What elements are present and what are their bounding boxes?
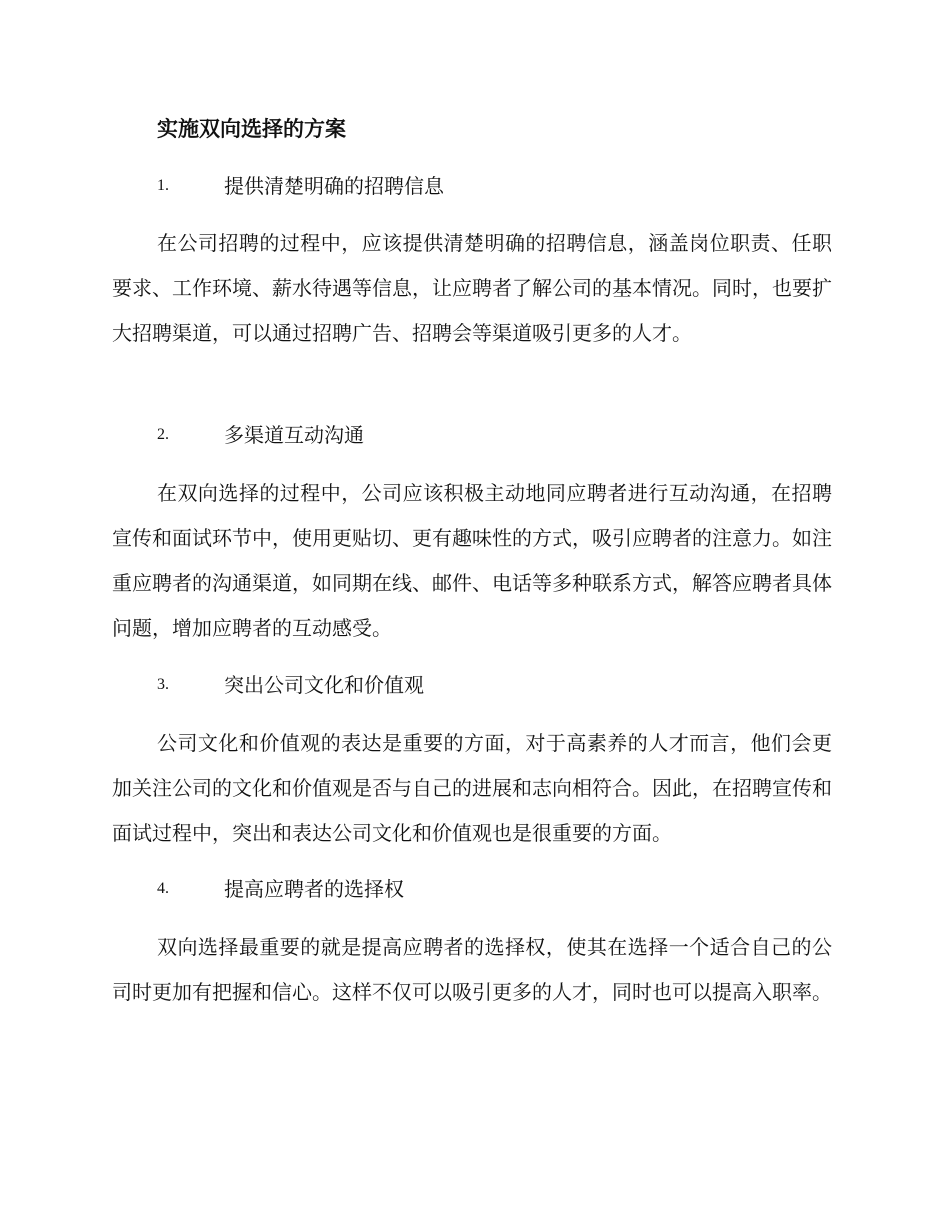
section-body-2: 在双向选择的过程中，公司应该积极主动地同应聘者进行互动沟通，在招聘宣传和面试环节中，使用更贴切、更有趣味性的方式，吸引应聘者的注意力。如注重应聘者的沟通渠道，如同期在线、邮件、电话等多种联系方式，解答应聘者具体问题，增加应聘者的互动感受。 xyxy=(112,481,832,640)
section-title-3: 突出公司文化和价值观 xyxy=(224,673,424,697)
section-title-4: 提高应聘者的选择权 xyxy=(224,877,404,901)
section-number-2: 2. xyxy=(157,426,169,443)
section-title-1: 提供清楚明确的招聘信息 xyxy=(224,174,444,198)
section-title-2: 多渠道互动沟通 xyxy=(224,423,364,447)
section-body-3: 公司文化和价值观的表达是重要的方面，对于高素养的人才而言，他们会更加关注公司的文化和价值观是否与自己的进展和志向相符合。因此，在招聘宣传和面试过程中，突出和表达公司文化和价值观也是很重要的方面。 xyxy=(112,731,832,845)
section-number-1: 1. xyxy=(157,177,169,194)
section-body-4: 双向选择最重要的就是提高应聘者的选择权，使其在选择一个适合自己的公司时更加有把握和信心。这样不仅可以吸引更多的人才，同时也可以提高入职率。 xyxy=(112,935,832,1004)
document-title: 实施双向选择的方案 xyxy=(157,116,346,141)
section-number-4: 4. xyxy=(157,880,169,897)
section-body-1: 在公司招聘的过程中，应该提供清楚明确的招聘信息，涵盖岗位职责、任职要求、工作环境、薪水待遇等信息，让应聘者了解公司的基本情况。同时，也要扩大招聘渠道，可以通过招聘广告、招聘会等渠道吸引更多的人才。 xyxy=(112,231,832,345)
section-number-3: 3. xyxy=(157,676,169,693)
